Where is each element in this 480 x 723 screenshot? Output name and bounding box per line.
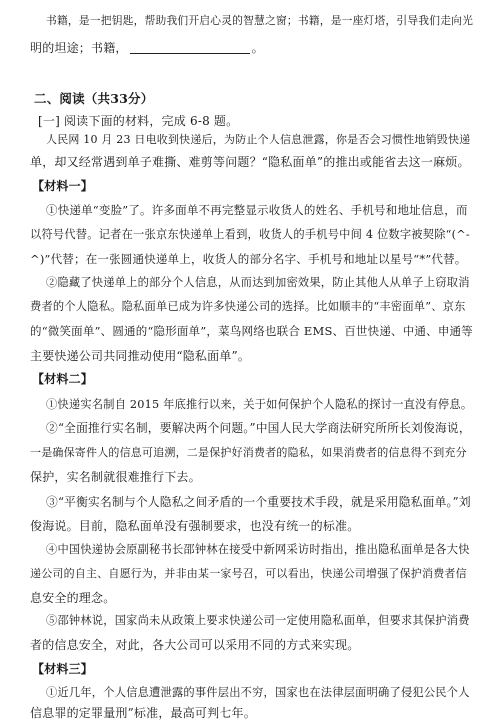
material2-line: ①快递实名制自 2015 年底推行以来，关于如何保护个人隐私的探讨一直没有停息。 (46, 398, 473, 411)
material2-line: ⑤邵钟林说，国家尚未从政策上要求快递公司一定使用隐私面单，但要求其保护消费 (46, 614, 470, 627)
material1-heading: 【材料一】 (32, 179, 94, 193)
material1-line: 费者的个人隐私。隐私面单已成为许多快递公司的选择。比如顺丰的“丰密面单”、京东 (30, 300, 466, 313)
material2-line: 一是确保寄件人的信息可追溯，二是保护好消费者的隐私，如果消费者的信息得不到充分 (30, 446, 467, 459)
material2-line: ②“全面推行实名制，要解决两个问题。”中国人民大学商法研究所所长刘俊海说， (46, 421, 471, 435)
intro-line-1: 人民网 10 月 23 日电收到快递后，为防止个人信息泄露，你是否会习惯性地销毁快递 (46, 133, 471, 146)
material2-line: ④中国快递协会原副秘书长邵钟林在接受中新网采访时指出，推出隐私面单是各大快 (46, 543, 470, 556)
section-title: 二、阅读（共33分） (34, 91, 154, 106)
material3-line: 信息罪的定罪量刑”标准，最高可判七年。 (30, 706, 256, 720)
top-line-1: 书籍，是一把钥匙，帮助我们开启心灵的智慧之窗；书籍，是一座灯塔，引导我们走向光 (46, 14, 474, 27)
material2-line: 保护，实名制就很难推行下去。 (30, 470, 201, 484)
material2-line: 俊海说。目前，隐私面单没有强制要求，也没有统一的标准。 (30, 519, 360, 533)
top-line-2-end: 。 (251, 41, 264, 55)
material2-line: ③“平衡实名制与个人隐私之间矛盾的一个重要技术手段，就是采用隐私面单。”刘 (46, 495, 471, 509)
material3-line: ①近几年，个人信息遭泄露的事件层出不穷，国家也在法律层面明确了侵犯公民个人 (46, 686, 470, 699)
material1-line: ①快递单“变脸”了。许多面单不再完整显示收货人的姓名、手机号和地址信息，而 (46, 203, 468, 217)
top-line-2-start: 明的坦途；书籍， (30, 41, 128, 55)
material1-line: 主要快递公司共同推动使用“隐私面单”。 (30, 349, 251, 363)
material2-line: 者的信息安全，对此，各大公司可以采用不同的方式来实现。 (30, 638, 360, 652)
intro-line-2: 单，却又经常遇到单子难撕、难剪等问题？“隐私面单”的推出或能省去这一麻烦。 (30, 155, 470, 169)
material1-line: ^)”代替；在一张圆通快递单上，收货人的部分名字、手机号和地址以星号“*”代替。 (30, 252, 467, 266)
material1-line: 以符号代替。记者在一张京东快递单上看到，收货人的手机号中间 4 位数字被契除“(^- (30, 228, 470, 241)
top-line-2 (30, 41, 264, 55)
material2-line: 递公司的自主、自愿行为，并非由某一家号召，可以看出，快递公司增强了保护消费者信 (30, 567, 467, 580)
answer-blank[interactable] (130, 42, 250, 54)
material1-line: 的“微笑面单”、圆通的“隐形面单”，菜鸟网络也联合 EMS、百世快递、中通、申通等 (30, 324, 473, 338)
subsection-title: [一] 阅读下面的材料，完成 6-8 题。 (38, 114, 239, 128)
material2-heading: 【材料二】 (32, 372, 94, 386)
material3-heading: 【材料三】 (32, 662, 94, 676)
material1-line: ②隐藏了快递单上的部分个人信息，从而达到加密效果，防止其他人从单子上窃取消 (46, 276, 470, 289)
material2-line: 息安全的理念。 (30, 591, 116, 605)
